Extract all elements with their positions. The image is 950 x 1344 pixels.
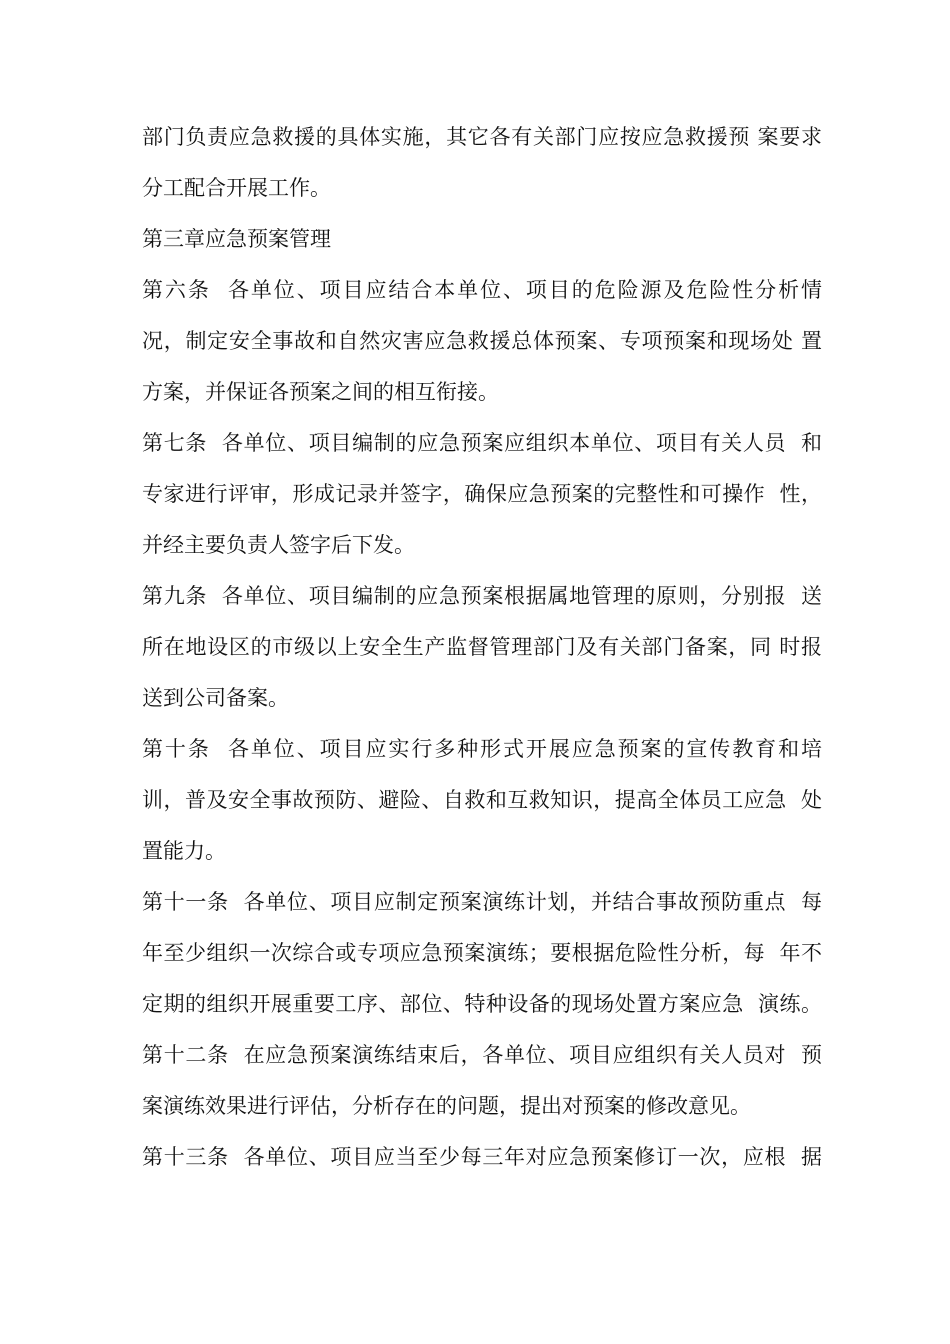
body-line: 第十二条 在应急预案演练结束后，各单位、项目应组织有关人员对 预 [142, 1043, 822, 1067]
body-line: 况，制定安全事故和自然灾害应急救援总体预案、专项预案和现场处 置 [142, 329, 822, 353]
body-line: 部门负责应急救援的具体实施，其它各有关部门应按应急救援预 案要求 [142, 125, 822, 149]
body-line: 置能力。 [142, 839, 226, 863]
body-line: 分工配合开展工作。 [142, 176, 331, 200]
chapter-heading: 第三章应急预案管理 [142, 227, 331, 251]
body-line: 第九条 各单位、项目编制的应急预案根据属地管理的原则，分别报 送 [142, 584, 822, 608]
body-line: 训，普及安全事故预防、避险、自救和互救知识，提高全体员工应急 处 [142, 788, 822, 812]
body-line: 年至少组织一次综合或专项应急预案演练；要根据危险性分析，每 年不 [142, 941, 822, 965]
body-line: 第十三条 各单位、项目应当至少每三年对应急预案修订一次，应根 据 [142, 1145, 822, 1169]
body-line: 第七条 各单位、项目编制的应急预案应组织本单位、项目有关人员 和 [142, 431, 822, 455]
body-line: 定期的组织开展重要工序、部位、特种设备的现场处置方案应急 演练。 [142, 992, 822, 1016]
body-line: 所在地设区的市级以上安全生产监督管理部门及有关部门备案，同 时报 [142, 635, 822, 659]
body-line: 第十一条 各单位、项目应制定预案演练计划，并结合事故预防重点 每 [142, 890, 822, 914]
body-line: 送到公司备案。 [142, 686, 289, 710]
body-line: 专家进行评审，形成记录并签字，确保应急预案的完整性和可操作 性， [142, 482, 822, 506]
body-line: 第十条 各单位、项目应实行多种形式开展应急预案的宣传教育和培 [142, 737, 822, 761]
document-body [142, 112, 822, 1183]
body-line: 第六条 各单位、项目应结合本单位、项目的危险源及危险性分析情 [142, 278, 822, 302]
body-line: 方案，并保证各预案之间的相互衔接。 [142, 380, 499, 404]
body-line: 并经主要负责人签字后下发。 [142, 533, 415, 557]
body-line: 案演练效果进行评估，分析存在的问题，提出对预案的修改意见。 [142, 1094, 751, 1118]
